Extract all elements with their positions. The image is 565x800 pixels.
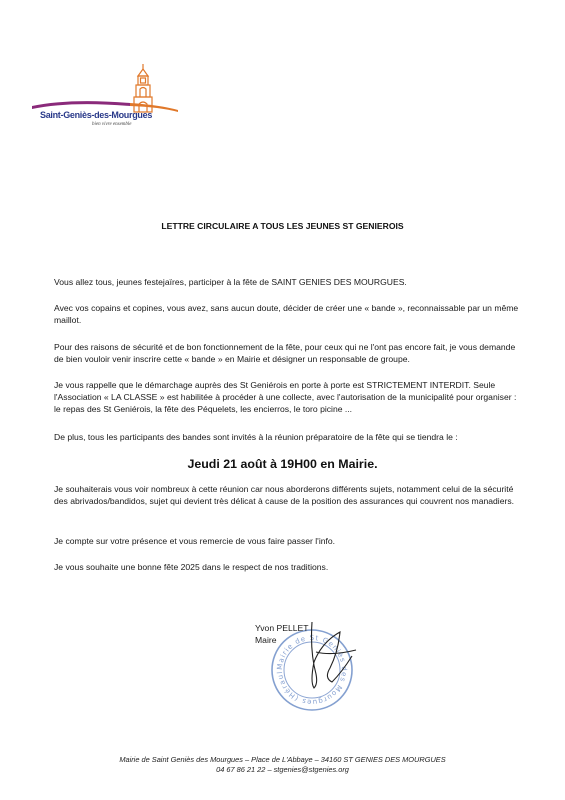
paragraph-bande: Avec vos copains et copines, vous avez, sans aucun doute, décider de créer une « bande », reconnaissable par un même maillot. — [54, 303, 519, 325]
paragraph-canvassing: Je vous rappelle que le démarchage auprès des St Geniérois en porte à porte est STRICTEMENT INTERDIT. Seule l'Association « LA CLASSE » est habilitée à procéder à une collecte, avec l'autorisation de la municipalité pour organiser : le repas des St Geniérois, la fête des Péquelets, les encierros, le toro picine ... — [54, 380, 517, 414]
signature-block — [255, 622, 309, 646]
paragraph-wishes: Je vous souhaite une bonne fête 2025 dans le respect de nos traditions. — [54, 562, 329, 572]
paragraph-topics: Je souhaiterais vous voir nombreux à cette réunion car nous aborderons différents sujets, notamment celui de la sécurité des abrivados/bandidos, sujet qui devient très délicat à cause de la position des assurances qui couvrent nos manadiers. — [54, 484, 515, 506]
footer — [0, 755, 565, 775]
paragraph-meeting-invite: De plus, tous les participants des bandes sont invités à la réunion préparatoire de la fête qui se tiendra le : — [54, 432, 458, 442]
paragraph-security: Pour des raisons de sécurité et de bon fonctionnement de la fête, pour ceux qui ne l'ont pas encore fait, je vous demande de bien vouloir venir inscrire cette « bande » en Mairie et désigner un responsable de groupe. — [54, 342, 516, 364]
swoosh-decoration — [32, 101, 130, 109]
meeting-date: Jeudi 21 août à 19H00 en Mairie. — [187, 457, 378, 471]
stamp-text: Mairie de St Geniès des Mourgues (Héraul — [275, 633, 349, 707]
paragraph-thanks: Je compte sur votre présence et vous remercie de vous faire passer l'info. — [54, 536, 336, 546]
letter-title: LETTRE CIRCULAIRE A TOUS LES JEUNES ST GENIEROIS — [161, 221, 404, 231]
footer-address: Mairie de Saint Geniès des Mourgues – Place de L'Abbaye – 34160 ST GENIES DES MOURGUES — [119, 755, 446, 764]
logo-name: Saint-Geniès-des-Mourgues — [40, 110, 153, 120]
footer-contact: 04 67 86 21 22 – stgenies@stgenies.org — [216, 765, 349, 774]
signatory-role: Maire — [255, 635, 277, 645]
logo-tagline: bien vivre ensemble — [92, 122, 132, 127]
paragraph-intro: Vous allez tous, jeunes festejaïres, participer à la fête de SAINT GENIES DES MOURGUES. — [54, 277, 407, 287]
signatory-name: Yvon PELLET — [255, 623, 309, 633]
